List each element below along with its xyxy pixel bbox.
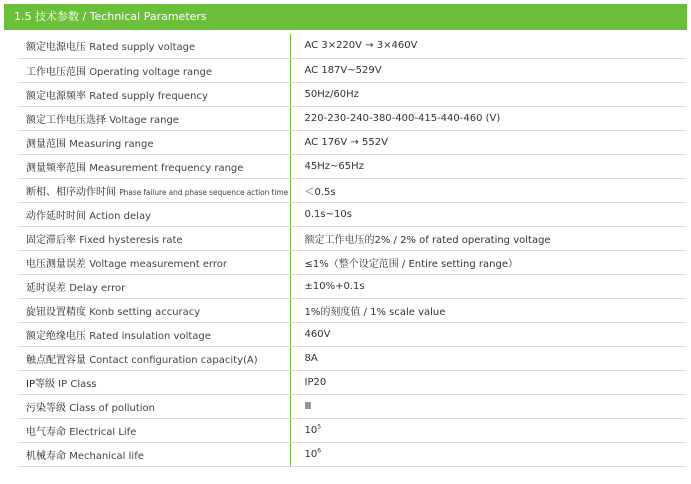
table-row	[18, 322, 686, 346]
param-name-cn: 机械寿命	[26, 450, 66, 462]
param-name-cn: 旋钮设置精度	[26, 306, 86, 318]
param-value: AC 176V → 552V	[290, 130, 686, 154]
param-value: ±10%+0.1s	[290, 274, 686, 298]
section-title: 1.5 技术参数 / Technical Parameters	[14, 10, 207, 23]
param-name-en: Phase failure and phase sequence action time	[119, 187, 289, 197]
param-name-en: Rated supply voltage	[89, 42, 196, 54]
param-name-cn: 电气寿命	[26, 426, 66, 438]
table-row	[18, 178, 686, 202]
param-name-en: Voltage range	[109, 114, 179, 126]
param-label	[18, 82, 290, 106]
param-name-cn: IP等级	[26, 378, 55, 390]
table-row	[18, 58, 686, 82]
param-label	[18, 298, 290, 322]
param-name-en: Action delay	[89, 210, 152, 222]
param-value: 1%的刻度值 / 1% scale value	[290, 298, 686, 322]
table-row	[18, 202, 686, 226]
param-label	[18, 250, 290, 274]
param-label	[18, 154, 290, 178]
param-label	[18, 178, 290, 202]
param-name-en: Rated insulation voltage	[89, 330, 211, 342]
param-name-en: Delay error	[69, 282, 126, 294]
table-row	[18, 154, 686, 178]
param-label	[18, 226, 290, 250]
param-name-cn: 额定工作电压选择	[26, 114, 106, 126]
param-value: AC 187V~529V	[290, 58, 686, 82]
table-row	[18, 82, 686, 106]
param-value: 45Hz~65Hz	[290, 154, 686, 178]
param-name-en: Class of pollution	[69, 402, 156, 414]
param-value: 50Hz/60Hz	[290, 82, 686, 106]
table-row	[18, 34, 686, 58]
table-row	[18, 418, 686, 442]
param-value: 460V	[290, 322, 686, 346]
param-name-cn: 断相、相序动作时间	[26, 186, 116, 198]
param-name-en: Fixed hysteresis rate	[79, 234, 183, 246]
life-exponent: 5	[317, 423, 322, 431]
param-value: AC 3×220V → 3×460V	[290, 34, 686, 58]
param-value: ≤1%（整个设定范围 / Entire setting range）	[290, 250, 686, 274]
param-label	[18, 202, 290, 226]
param-label	[18, 106, 290, 130]
section-header	[4, 4, 687, 30]
param-name-en: Measuring range	[69, 138, 154, 150]
table-row	[18, 370, 686, 394]
param-label	[18, 394, 290, 418]
table-row	[18, 130, 686, 154]
param-name-en: Electrical Life	[69, 426, 137, 438]
param-name-cn: 额定电源频率	[26, 90, 86, 102]
param-value: IP20	[290, 370, 686, 394]
table-row	[18, 250, 686, 274]
table-row	[18, 226, 686, 250]
table-row	[18, 298, 686, 322]
life-exponent: 6	[317, 447, 322, 455]
param-value: 0.1s~10s	[290, 202, 686, 226]
param-name-cn: 工作电压范围	[26, 66, 86, 78]
table-row	[18, 106, 686, 130]
param-label	[18, 58, 290, 82]
param-name-cn: 动作延时时间	[26, 210, 86, 222]
param-name-en: Voltage measurement error	[89, 258, 228, 270]
life-base: 10	[304, 448, 318, 460]
technical-parameters-table	[18, 34, 686, 467]
life-base: 10	[304, 424, 318, 436]
param-value: Ⅲ	[290, 394, 686, 418]
param-name-en: Rated supply frequency	[89, 90, 208, 102]
table-row	[18, 442, 686, 466]
param-label	[18, 130, 290, 154]
param-name-cn: 测量频率范围	[26, 162, 86, 174]
param-value: 额定工作电压的2% / 2% of rated operating voltage	[290, 226, 686, 250]
param-label	[18, 370, 290, 394]
param-value	[290, 442, 686, 466]
param-name-en: Contact configuration capacity(A)	[89, 354, 258, 366]
param-label	[18, 346, 290, 370]
table-row	[18, 274, 686, 298]
param-name-en: Measurement frequency range	[89, 162, 244, 174]
param-name-en: Mechanical life	[69, 450, 144, 462]
param-name-cn: 污染等级	[26, 402, 66, 414]
table-row	[18, 346, 686, 370]
param-label	[18, 322, 290, 346]
param-value: 220-230-240-380-400-415-440-460 (V)	[290, 106, 686, 130]
param-name-cn: 延时误差	[26, 282, 66, 294]
table-row	[18, 394, 686, 418]
param-value: ＜0.5s	[290, 178, 686, 202]
param-label	[18, 418, 290, 442]
param-name-cn: 额定电源电压	[26, 42, 86, 54]
param-label	[18, 274, 290, 298]
param-name-cn: 固定滞后率	[26, 234, 76, 246]
param-name-en: IP Class	[58, 378, 97, 390]
param-name-cn: 触点配置容量	[26, 354, 86, 366]
param-value: 8A	[290, 346, 686, 370]
param-value	[290, 418, 686, 442]
param-name-cn: 电压测量误差	[26, 258, 86, 270]
param-name-en: Operating voltage range	[89, 66, 212, 78]
param-label	[18, 34, 290, 58]
param-name-cn: 额定绝缘电压	[26, 330, 86, 342]
param-name-cn: 测量范围	[26, 138, 66, 150]
param-name-en: Konb setting accuracy	[89, 306, 201, 318]
param-label	[18, 442, 290, 466]
